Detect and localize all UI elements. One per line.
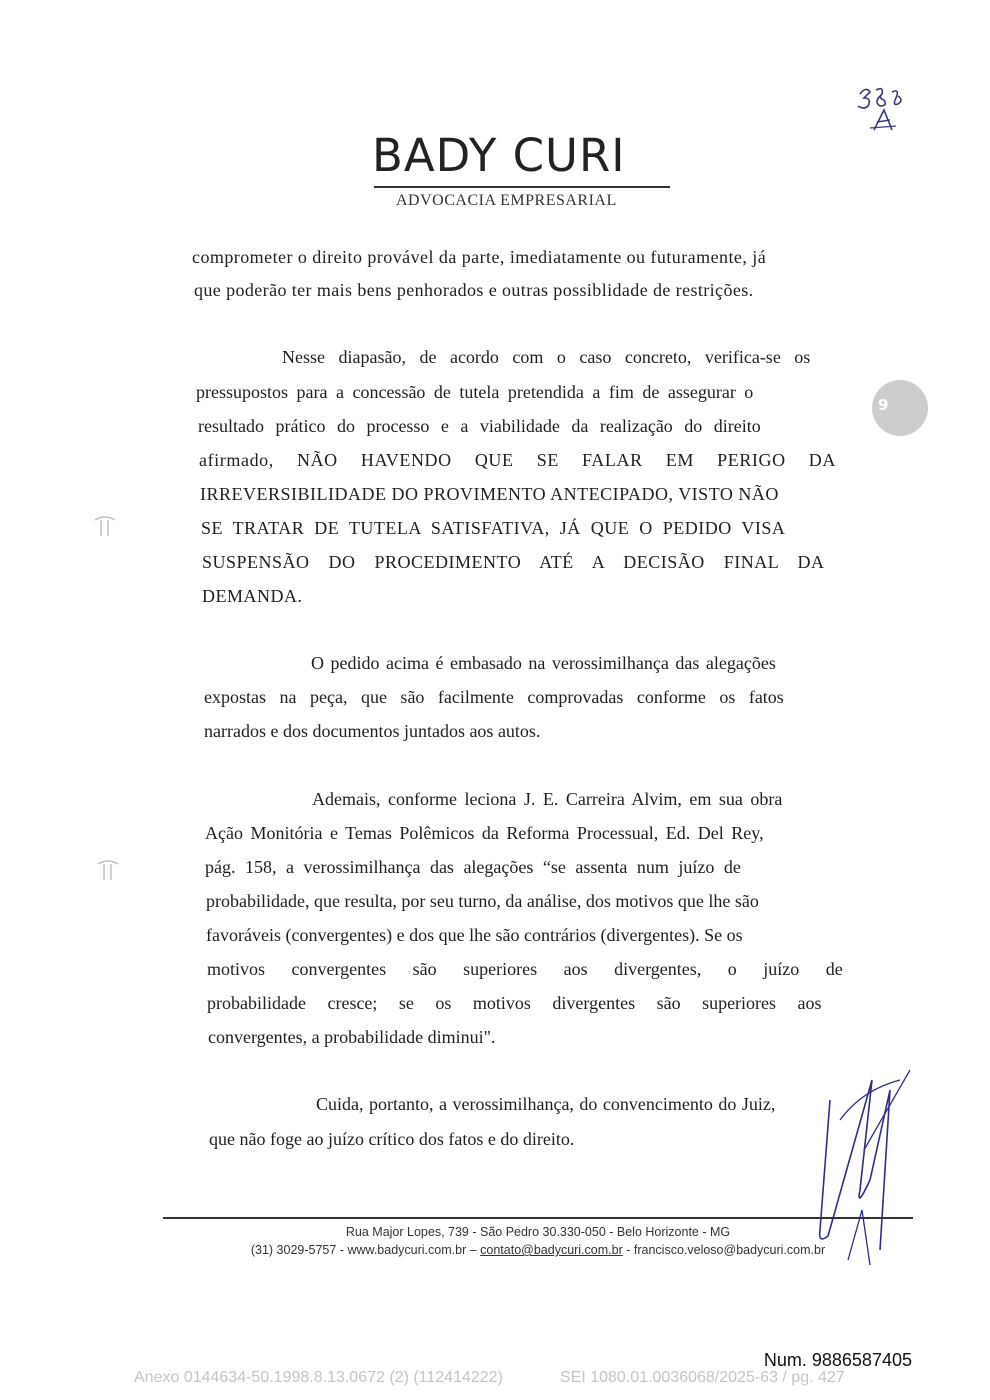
text-line: expostas na peça, que são facilmente comprovadas conforme os fatos xyxy=(204,687,784,707)
document-number: Num. 9886587405 xyxy=(763,1350,912,1370)
text-line: Nesse diapasão, de acordo com o caso concreto, verifica-se os xyxy=(282,347,811,367)
text-line: narrados e dos documentos juntados aos autos. xyxy=(204,721,541,741)
text-line: SUSPENSÃO DO PROCEDIMENTO ATÉ A DECISÃO FINAL DA xyxy=(202,552,825,572)
firm-logo xyxy=(372,128,672,218)
text-line: SE TRATAR DE TUTELA SATISFATIVA, JÁ QUE O PEDIDO VISA xyxy=(201,518,786,538)
text-line: resultado prático do processo e a viabilidade da realização do direito xyxy=(198,416,761,436)
footer-phone-site: (31) 3029-5757 - www.badycuri.com.br – xyxy=(250,1243,481,1257)
text-line: Ademais, conforme leciona J. E. Carreira Alvim, em sua obra xyxy=(312,789,783,809)
punch-hole-mark-icon xyxy=(95,856,121,882)
text-line: IRREVERSIBILIDADE DO PROVIMENTO ANTECIPADO, VISTO NÃO xyxy=(200,484,779,504)
text-line: Cuida, portanto, a verossimilhança, do convencimento do Juiz, xyxy=(316,1094,776,1114)
text-line: probabilidade, que resulta, por seu turno, da análise, dos motivos que lhe são xyxy=(206,891,759,911)
page-number-badge xyxy=(872,380,928,436)
punch-hole-mark-icon xyxy=(92,512,118,538)
footer-divider xyxy=(163,1217,913,1219)
text-line: que não foge ao juízo crítico dos fatos e do direito. xyxy=(209,1129,575,1149)
handwritten-stamp-icon xyxy=(852,80,912,136)
handwritten-page-stamp xyxy=(852,80,912,136)
footer-email-francisco: francisco.veloso@badycuri.com.br xyxy=(633,1243,826,1257)
logo-underline xyxy=(374,186,670,188)
text-line: O pedido acima é embasado na verossimilhança das alegações xyxy=(311,653,776,673)
sei-watermark: SEI 1080.01.0036068/2025-63 / pg. 427 xyxy=(560,1369,845,1386)
text-line: que poderão ter mais bens penhorados e outras possiblidade de restrições. xyxy=(194,280,754,300)
text-line: probabilidade cresce; se os motivos divergentes são superiores aos xyxy=(207,993,822,1013)
text-line: motivos convergentes são superiores aos divergentes, o juízo de xyxy=(207,959,843,979)
page-number-badge-text: 9 xyxy=(878,396,889,414)
text-line: convergentes, a probabilidade diminui". xyxy=(208,1027,496,1047)
footer-address: Rua Major Lopes, 739 - São Pedro 30.330-050 - Belo Horizonte - MG xyxy=(345,1225,731,1239)
annex-watermark: Anexo 0144634-50.1998.8.13.0672 (2) (112414222) xyxy=(134,1369,503,1386)
text-line: comprometer o direito provável da parte, imediatamente ou futuramente, já xyxy=(192,247,767,267)
firm-name: BADY CURI xyxy=(372,129,626,182)
text-line: afirmado, NÃO HAVENDO QUE SE FALAR EM PERIGO DA xyxy=(199,450,837,470)
text-line: favoráveis (convergentes) e dos que lhe são contrários (divergentes). Se os xyxy=(206,925,743,945)
footer-email-link[interactable]: contato@badycuri.com.br xyxy=(480,1243,623,1257)
text-line: Ação Monitória e Temas Polêmicos da Reforma Processual, Ed. Del Rey, xyxy=(205,823,764,843)
footer-separator: - xyxy=(622,1243,634,1257)
text-line: pág. 158, a verossimilhança das alegações “se assenta num juízo de xyxy=(205,857,741,877)
footer-contact xyxy=(163,1243,913,1257)
firm-subtitle: ADVOCACIA EMPRESARIAL xyxy=(396,192,617,209)
text-line: DEMANDA. xyxy=(202,586,303,606)
text-line: pressupostos para a concessão de tutela pretendida a fim de assegurar o xyxy=(196,382,754,402)
